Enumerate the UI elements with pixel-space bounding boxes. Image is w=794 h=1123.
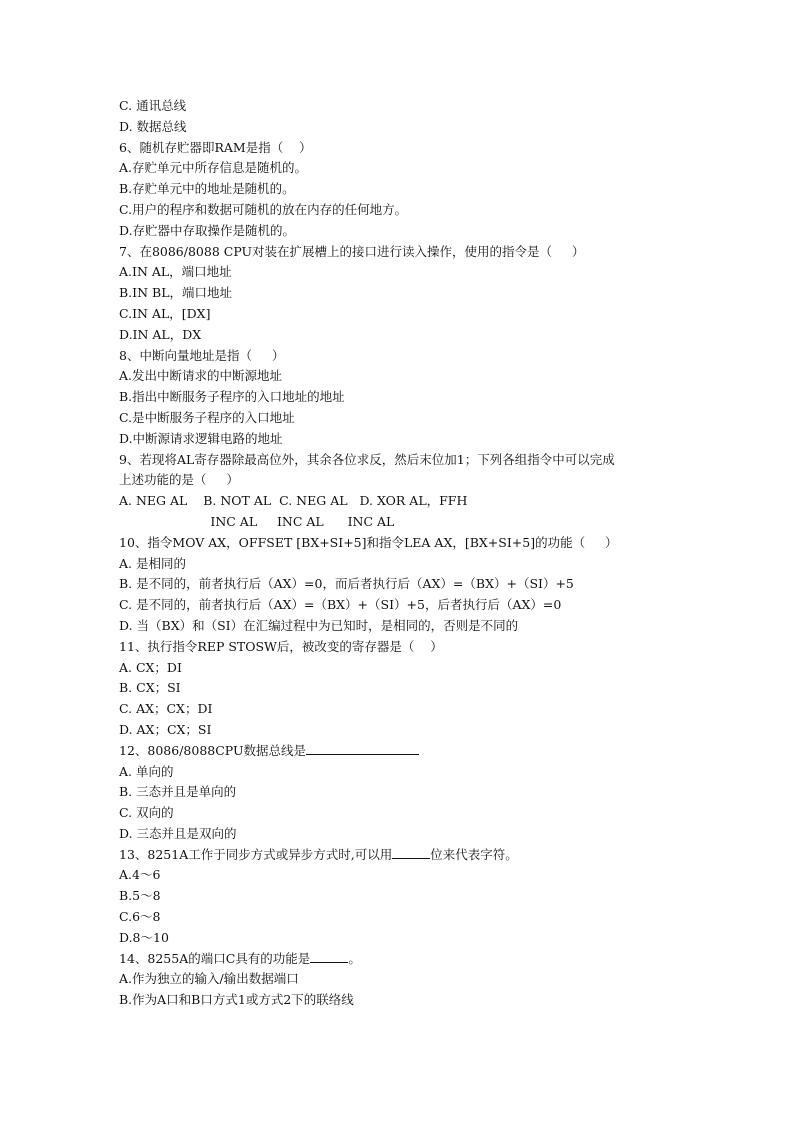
answer-blank	[392, 846, 430, 859]
option-line: C. AX；CX；DI	[119, 701, 213, 717]
text-line: D. 数据总线	[119, 118, 187, 134]
question-9: 9、若现将AL寄存器除最高位外，其余各位求反，然后末位加1；下列各组指令中可以完成	[119, 451, 615, 467]
option-line: B. 三态并且是单向的	[119, 784, 237, 800]
document-page	[119, 96, 719, 1011]
question-7: 7、在8086/8088 CPU对装在扩展槽上的接口进行读入操作，使用的指令是（ ）	[119, 243, 585, 259]
option-line: A. CX；DI	[119, 659, 182, 675]
option-line: A.发出中断请求的中断源地址	[119, 368, 283, 384]
option-line: A. NEG AL B. NOT AL C. NEG AL D. XOR AL，FFH	[119, 493, 468, 509]
option-line: A.IN AL，端口地址	[119, 264, 232, 280]
question-11: 11、执行指令REP STOSW后，被改变的寄存器是（ ）	[119, 638, 443, 654]
option-line: D. AX；CX；SI	[119, 721, 212, 737]
question-9-continued: 上述功能的是（ ）	[119, 472, 239, 488]
answer-blank	[306, 742, 419, 755]
option-line: D.IN AL，DX	[119, 326, 202, 342]
question-14-text: 14、8255A的端口C具有的功能是	[119, 950, 311, 966]
option-line: C. 是不同的，前者执行后（AX）=（BX）+（SI）+5，后者执行后（AX）=0	[119, 597, 562, 613]
option-line: D. 当（BX）和（SI）在汇编过程中为已知时，是相同的，否则是不同的	[119, 617, 519, 633]
question-13-suffix: 位来代表字符。	[430, 846, 518, 862]
question-10: 10、指令MOV AX，OFFSET [BX+SI+5]和指令LEA AX，[BX+SI+5]的功能（ ）	[119, 534, 618, 550]
option-line: C. 双向的	[119, 805, 174, 821]
option-line: D.8～10	[119, 929, 169, 945]
option-line: INC AL INC AL INC AL	[119, 513, 395, 529]
option-line: C.6～8	[119, 909, 161, 925]
option-line: D.中断源请求逻辑电路的地址	[119, 430, 283, 446]
option-line: B. CX；SI	[119, 680, 181, 696]
option-line: B.指出中断服务子程序的入口地址的地址	[119, 389, 345, 405]
option-line: B.5～8	[119, 888, 161, 904]
option-line: C.是中断服务子程序的入口地址	[119, 409, 295, 425]
option-line: C.IN AL，[DX]	[119, 305, 211, 321]
option-line: A.4～6	[119, 867, 161, 883]
question-14-suffix: 。	[348, 950, 361, 966]
option-line: A.作为独立的输入/输出数据端口	[119, 971, 299, 987]
answer-blank	[310, 950, 348, 963]
option-line: B.存贮单元中的地址是随机的。	[119, 181, 295, 197]
option-line: A. 是相同的	[119, 555, 186, 571]
option-line: B.作为A口和B口方式1或方式2下的联络线	[119, 992, 354, 1008]
question-8: 8、中断向量地址是指（ ）	[119, 347, 285, 363]
option-line: D.存贮器中存取操作是随机的。	[119, 222, 296, 238]
option-line: B. 是不同的，前者执行后（AX）=0，而后者执行后（AX）=（BX）+（SI）+5	[119, 576, 574, 592]
option-line: A.存贮单元中所存信息是随机的。	[119, 160, 308, 176]
option-line: D. 三态并且是双向的	[119, 825, 237, 841]
question-13	[119, 845, 719, 866]
question-6: 6、随机存贮器即RAM是指（ ）	[119, 139, 312, 155]
option-line: C.用户的程序和数据可随机的放在内存的任何地方。	[119, 201, 408, 217]
question-12-text: 12、8086/8088CPU数据总线是	[119, 742, 307, 758]
question-13-text: 13、8251A工作于同步方式或异步方式时,可以用	[119, 846, 393, 862]
question-14	[119, 949, 719, 970]
question-12	[119, 741, 719, 762]
option-line: A. 单向的	[119, 763, 174, 779]
text-line: C. 通讯总线	[119, 98, 187, 113]
option-line: B.IN BL，端口地址	[119, 285, 232, 301]
